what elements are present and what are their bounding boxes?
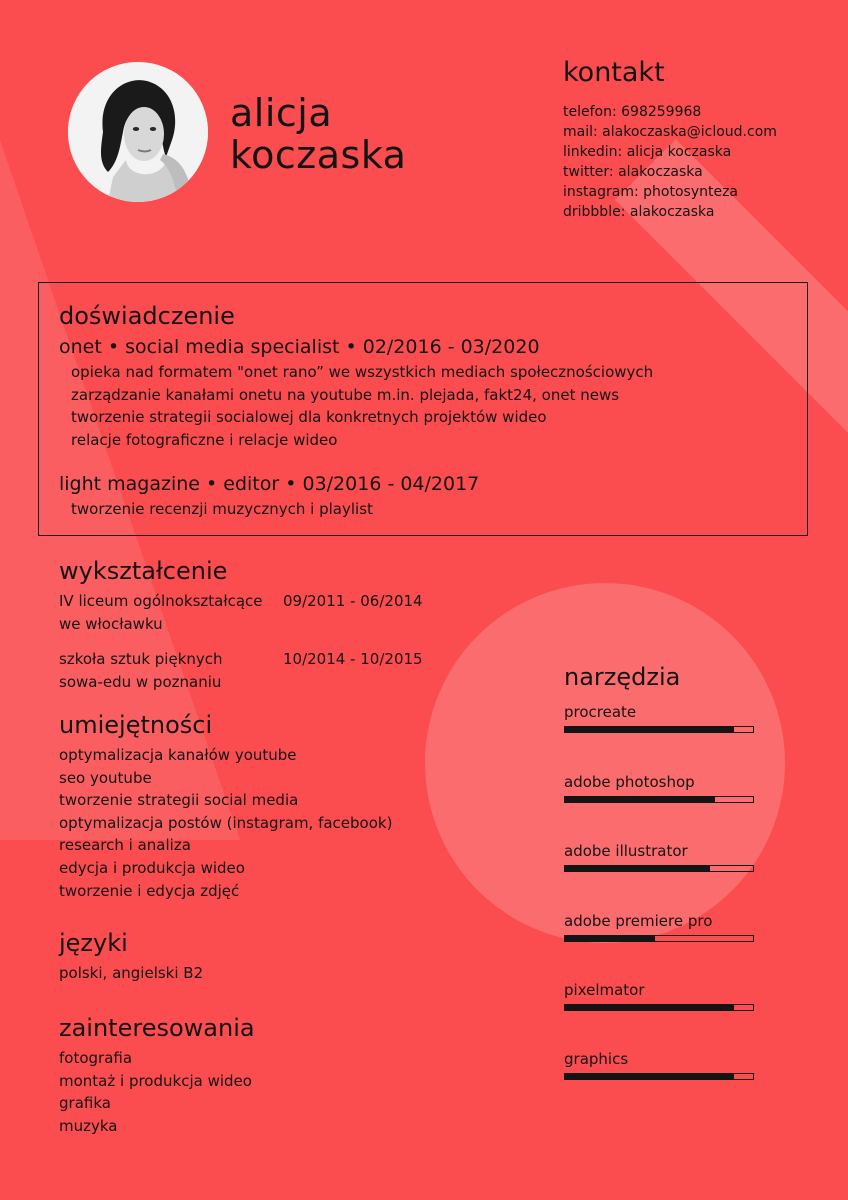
experience-title: doświadczenie [59,302,235,330]
school-name: IV liceum ogólnokształcące [59,592,263,610]
skill-item: research i analiza [59,836,191,855]
school-location: sowa-edu w poznaniu [59,673,222,691]
job-heading: light magazine • editor • 03/2016 - 04/2017 [59,473,480,495]
interest-item: fotografia [59,1049,133,1067]
education-section [59,556,439,694]
skills-list [59,744,459,902]
education-entry [59,648,439,694]
job-duty: tworzenie recenzji muzycznych i playlist [71,500,373,518]
tool-item [564,911,756,942]
interests-list [59,1047,459,1137]
profile-photo [68,62,208,202]
tool-level-fill [565,1074,734,1079]
skills-section [59,710,459,902]
skill-item: tworzenie i edycja zdjęć [59,881,240,900]
school-name: szkoła sztuk pięknych [59,650,223,668]
job-duties [59,361,653,451]
tool-level-bar [564,1004,754,1011]
tool-level-bar [564,796,754,803]
tool-item [564,702,756,733]
tool-level-fill [565,797,715,802]
tool-name: graphics [564,1050,629,1068]
tool-name: adobe premiere pro [564,912,713,930]
job-duty: tworzenie strategii socialowej dla konkretnych projektów wideo [71,408,547,427]
job-entry [59,335,653,451]
contact-title: kontakt [563,57,665,88]
contact-email: mail: alakoczaska@icloud.com [563,124,777,140]
languages-text: polski, angielski B2 [59,964,204,982]
background-circle [425,583,785,943]
contact-section [563,56,843,222]
interests-title: zainteresowania [59,1014,255,1042]
tool-level-bar [564,865,754,872]
tool-level-bar [564,935,754,942]
tool-level-fill [565,866,710,871]
job-entry [59,472,479,521]
experience-section [38,282,808,536]
interest-item: grafika [59,1094,111,1113]
job-duty: relacje fotograficzne i relacje wideo [71,430,338,449]
tool-level-fill [565,1005,734,1010]
skill-item: optymalizacja kanałów youtube [59,746,297,764]
tool-name: pixelmator [564,981,645,999]
skill-item: edycja i produkcja wideo [59,858,245,877]
tool-level-fill [565,936,655,941]
tool-name: adobe photoshop [564,773,695,791]
tool-item [564,980,756,1011]
job-duties [59,498,479,521]
tool-level-fill [565,727,734,732]
skill-item: tworzenie strategii social media [59,791,299,810]
skills-title: umiejętności [59,711,213,739]
languages-title: języki [59,929,128,957]
first-name: alicja [230,91,333,135]
education-title: wykształcenie [59,557,228,585]
languages-section [59,928,459,985]
tool-item [564,841,756,872]
portrait-image [68,62,208,202]
tool-level-bar [564,726,754,733]
job-duty: opieka nad formatem "onet rano” we wszystkich mediach społecznościowych [71,363,654,381]
interest-item: montaż i produkcja wideo [59,1071,252,1090]
contact-phone: telefon: 698259968 [563,104,702,120]
tool-name: adobe illustrator [564,842,688,860]
languages-list [59,962,459,985]
tool-item [564,772,756,803]
contact-twitter: twitter: alakoczaska [563,164,703,180]
contact-instagram: instagram: photosynteza [563,184,739,200]
education-entry [59,590,439,636]
tools-title: narzędzia [564,663,681,691]
tool-item [564,1049,756,1080]
contact-linkedin: linkedin: alicja koczaska [563,144,732,160]
candidate-name [230,92,406,176]
skill-item: optymalizacja postów (instagram, facebook) [59,813,393,832]
last-name: koczaska [230,133,407,177]
tool-level-bar [564,1073,754,1080]
job-heading: onet • social media specialist • 02/2016 - 03/2020 [59,336,540,358]
education-dates: 09/2011 - 06/2014 [283,592,423,610]
interest-item: muzyka [59,1116,118,1135]
school-location: we włocławku [59,615,163,633]
interests-section [59,1013,459,1137]
skill-item: seo youtube [59,768,152,787]
contact-dribbble: dribbble: alakoczaska [563,204,715,220]
education-dates: 10/2014 - 10/2015 [283,650,423,668]
job-duty: zarządzanie kanałami onetu na youtube m.in. plejada, fakt24, onet news [71,385,620,404]
tools-section [564,662,764,1068]
tool-name: procreate [564,703,637,721]
contact-list [563,102,843,222]
